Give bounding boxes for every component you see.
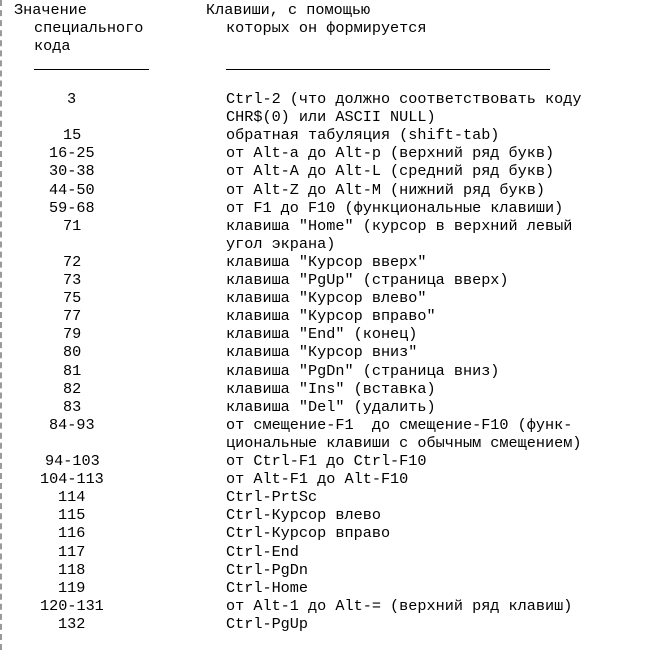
key-description: Ctrl-PgUp bbox=[226, 614, 309, 633]
code-value: 75 bbox=[63, 289, 82, 308]
key-description: Ctrl-Курсор вправо bbox=[226, 524, 391, 543]
key-description: циональные клавиши с обычным смещением) bbox=[226, 433, 582, 452]
code-value: 72 bbox=[63, 252, 82, 271]
code-value: 30-38 bbox=[49, 162, 95, 181]
header-col2-underline bbox=[226, 69, 550, 70]
key-description: Ctrl-Курсор влево bbox=[226, 506, 381, 525]
code-value: 118 bbox=[58, 560, 86, 579]
header-col2-line: Клавиши, с помощью bbox=[206, 1, 371, 19]
code-value: 80 bbox=[63, 343, 82, 362]
code-value: 3 bbox=[67, 90, 77, 108]
key-description: Ctrl-PgDn bbox=[226, 560, 309, 579]
code-value: 44-50 bbox=[49, 180, 95, 199]
code-value: 84-93 bbox=[49, 415, 95, 434]
code-value: 15 bbox=[63, 126, 82, 145]
left-margin-rule bbox=[0, 0, 2, 650]
key-description: клавиша "PgDn" (страница вниз) bbox=[226, 361, 500, 380]
key-description: от Alt-Z до Alt-M (нижний ряд букв) bbox=[226, 180, 545, 199]
key-description: угол экрана) bbox=[226, 234, 336, 253]
code-value: 59-68 bbox=[49, 198, 95, 217]
header-col1-line: Значение bbox=[14, 1, 87, 19]
code-value: 120-131 bbox=[40, 596, 104, 615]
code-value: 82 bbox=[63, 379, 82, 398]
key-description: клавиша "Home" (курсор в верхний левый bbox=[226, 216, 573, 235]
key-description: клавиша "Ins" (вставка) bbox=[226, 379, 436, 398]
code-value: 104-113 bbox=[40, 470, 104, 489]
header-col2-line: которых он формируется bbox=[226, 19, 427, 37]
code-value: 79 bbox=[63, 325, 82, 344]
key-description: клавиша "PgUp" (страница вверх) bbox=[226, 271, 509, 289]
key-description: Ctrl-PrtSc bbox=[226, 488, 318, 507]
code-value: 71 bbox=[63, 216, 82, 235]
code-value: 114 bbox=[58, 488, 86, 507]
key-description: клавиша "Курсор влево" bbox=[226, 289, 427, 308]
key-description: Ctrl-End bbox=[226, 542, 299, 561]
code-value: 94-103 bbox=[45, 452, 100, 470]
key-description: от F1 до F10 (функциональные клавиши) bbox=[226, 198, 564, 217]
key-description: от Alt-a до Alt-p (верхний ряд букв) bbox=[226, 144, 555, 163]
code-value: 119 bbox=[58, 578, 86, 597]
code-value: 16-25 bbox=[49, 144, 95, 163]
code-value: 77 bbox=[63, 307, 82, 326]
key-description: Ctrl-Home bbox=[226, 578, 309, 597]
key-description: от Alt-A до Alt-L (средний ряд букв) bbox=[226, 162, 555, 181]
key-description: от Alt-1 до Alt-= (верхний ряд клавиш) bbox=[226, 596, 573, 615]
code-value: 73 bbox=[63, 271, 82, 289]
key-description: обратная табуляция (shift-tab) bbox=[226, 126, 500, 145]
code-value: 116 bbox=[58, 524, 86, 543]
key-description: от Ctrl-F1 до Ctrl-F10 bbox=[226, 452, 427, 470]
key-description: Ctrl-2 (что должно соответствовать коду bbox=[226, 90, 582, 108]
key-description: CHR$(0) или ASCII NULL) bbox=[226, 108, 436, 127]
key-description: от смещение-F1 до смещение-F10 (функ- bbox=[226, 415, 573, 434]
key-description: от Alt-F1 до Alt-F10 bbox=[226, 470, 409, 489]
key-description: клавиша "Del" (удалить) bbox=[226, 397, 436, 416]
code-value: 83 bbox=[63, 397, 82, 416]
key-description: клавиша "End" (конец) bbox=[226, 325, 418, 344]
key-description: клавиша "Курсор вниз" bbox=[226, 343, 418, 362]
key-description: клавиша "Курсор вправо" bbox=[226, 307, 436, 326]
code-value: 117 bbox=[58, 542, 86, 561]
code-value: 132 bbox=[58, 614, 86, 633]
header-col1-underline bbox=[34, 69, 149, 70]
key-description: клавиша "Курсор вверх" bbox=[226, 252, 427, 271]
code-value: 115 bbox=[58, 506, 86, 525]
code-value: 81 bbox=[63, 361, 82, 380]
header-col1-line: кода bbox=[34, 37, 71, 55]
header-col1-line: специального bbox=[34, 19, 144, 37]
